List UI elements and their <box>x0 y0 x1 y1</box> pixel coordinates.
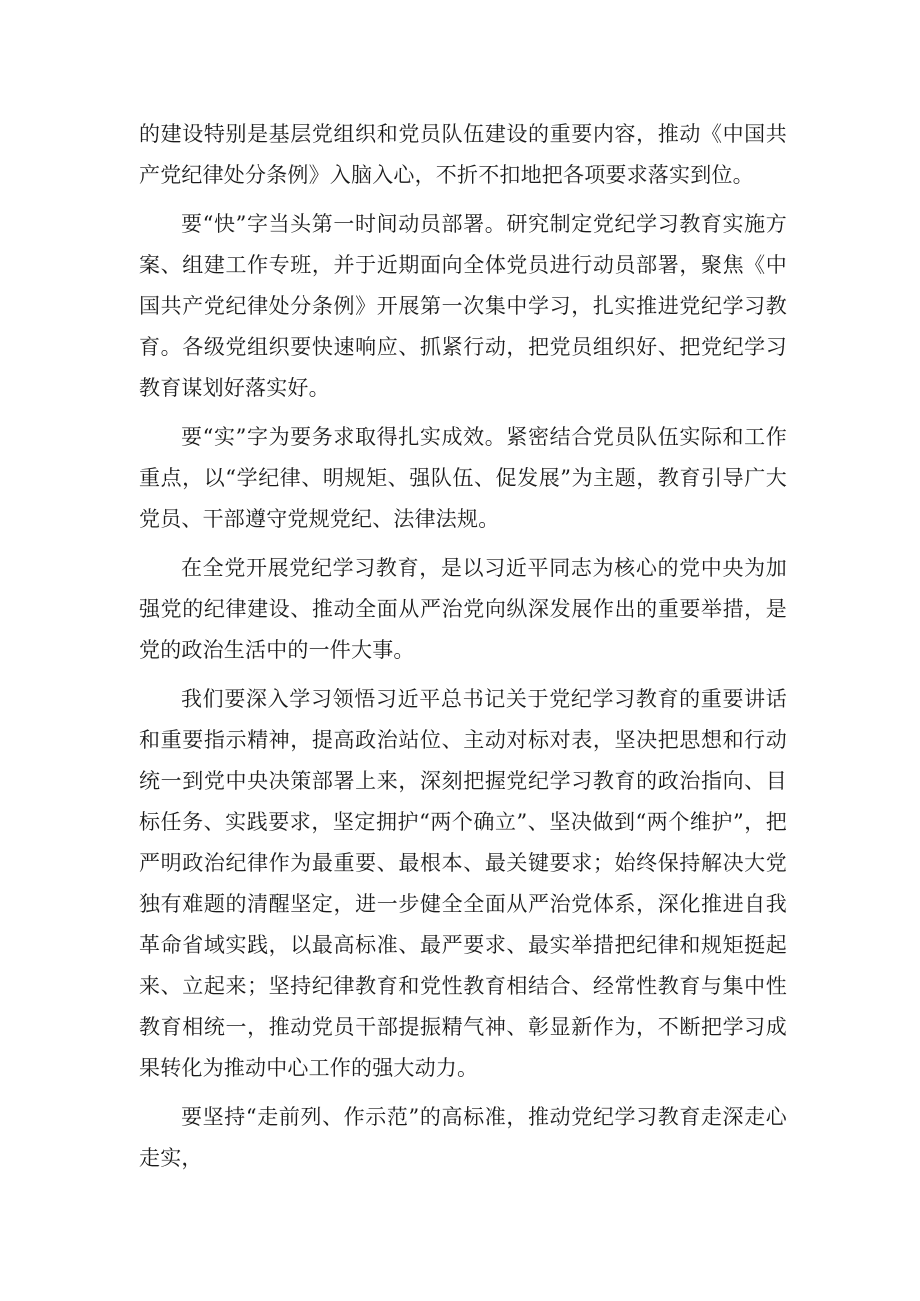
paragraph-party-education: 在全党开展党纪学习教育，是以习近平同志为核心的党中央为加强党的纪律建设、推动全面从严治党向纵深发展作出的重要举措，是党的政治生活中的一件大事。 <box>139 556 787 662</box>
paragraph-high-standard: 要坚持“走前列、作示范”的高标准，推动党纪学习教育走深走心走实， <box>139 1105 787 1170</box>
paragraph-shi: 要“实”字为要务求取得扎实成效。紧密结合党员队伍实际和工作重点，以“学纪律、明规矩、强队伍、促发展”为主题，教育引导广大党员、干部遵守党规党纪、法律法规。 <box>139 425 787 531</box>
paragraph-continuation: 的建设特别是基层党组织和党员队伍建设的重要内容，推动《中国共产党纪律处分条例》入脑入心，不折不扣地把各项要求落实到位。 <box>139 122 787 187</box>
paragraph-study-spirit: 我们要深入学习领悟习近平总书记关于党纪学习教育的重要讲话和重要指示精神，提高政治站位、主动对标对表，坚决把思想和行动统一到党中央决策部署上来，深刻把握党纪学习教育的政治指向、目标任务、实践要求，坚定拥护“两个确立”、坚决做到“两个维护”，把严明政治纪律作为最重要、最根本、最关键要求；始终保持解决大党独有难题的清醒坚定，进一步健全全面从严治党体系，深化推进自我革命省域实践，以最高标准、最严要求、最实举措把纪律和规矩挺起来、立起来；坚持纪律教育和党性教育相结合、经常性教育与集中性教育相统一，推动党员干部提振精气神、彰显新作为，不断把学习成果转化为推动中心工作的强大动力。 <box>139 687 787 1080</box>
document-body <box>139 114 787 1187</box>
paragraph-kuai: 要“快”字当头第一时间动员部署。研究制定党纪学习教育实施方案、组建工作专班，并于近期面向全体党员进行动员部署，聚焦《中国共产党纪律处分条例》开展第一次集中学习，扎实推进党纪学习教育。各级党组织要快速响应、抓紧行动，把党员组织好、把党纪学习教育谋划好落实好。 <box>139 212 787 400</box>
